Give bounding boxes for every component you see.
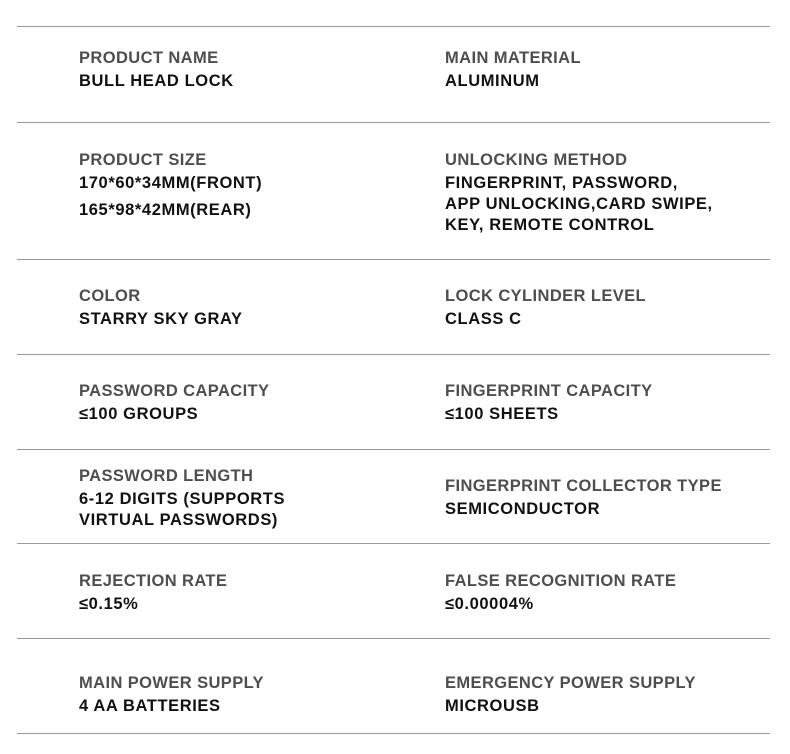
spec-label: MAIN POWER SUPPLY — [79, 674, 264, 692]
spec-label: PASSWORD LENGTH — [79, 467, 254, 485]
spec-product-name — [79, 48, 234, 92]
spec-password-capacity — [79, 381, 269, 425]
divider — [17, 543, 770, 544]
divider — [17, 638, 770, 639]
spec-value: ≤0.15% — [79, 595, 139, 613]
spec-emergency-power-supply — [445, 673, 696, 717]
spec-value: SEMICONDUCTOR — [445, 500, 601, 518]
spec-password-length — [79, 466, 285, 531]
spec-main-power-supply — [79, 673, 264, 717]
spec-label: FINGERPRINT COLLECTOR TYPE — [445, 477, 722, 495]
spec-value: BULL HEAD LOCK — [79, 72, 234, 90]
spec-product-size — [79, 150, 262, 221]
divider — [17, 733, 770, 734]
spec-value: MICROUSB — [445, 697, 540, 715]
spec-label: FINGERPRINT CAPACITY — [445, 382, 653, 400]
spec-value: 170*60*34MM(FRONT) — [79, 174, 263, 192]
spec-label: REJECTION RATE — [79, 572, 228, 590]
spec-value: KEY, REMOTE CONTROL — [445, 216, 655, 234]
spec-label: PASSWORD CAPACITY — [79, 382, 270, 400]
spec-value: 4 AA BATTERIES — [79, 697, 221, 715]
spec-value: FINGERPRINT, PASSWORD, — [445, 174, 678, 192]
spec-value: 165*98*42MM(REAR) — [79, 201, 252, 219]
spec-fingerprint-collector-type — [445, 476, 722, 520]
divider — [17, 259, 770, 260]
spec-label: EMERGENCY POWER SUPPLY — [445, 674, 696, 692]
spec-unlocking-method — [445, 150, 713, 236]
spec-value: 6-12 DIGITS (SUPPORTS — [79, 490, 286, 508]
spec-value: ≤100 GROUPS — [79, 405, 199, 423]
spec-value: VIRTUAL PASSWORDS) — [79, 511, 279, 529]
spec-main-material — [445, 48, 581, 92]
spec-lock-cylinder-level — [445, 286, 646, 330]
spec-value: STARRY SKY GRAY — [79, 310, 243, 328]
spec-false-recognition-rate — [445, 571, 676, 615]
divider — [17, 26, 770, 27]
spec-color — [79, 286, 243, 330]
spec-value: ≤0.00004% — [445, 595, 534, 613]
spec-label: FALSE RECOGNITION RATE — [445, 572, 677, 590]
spec-fingerprint-capacity — [445, 381, 653, 425]
spec-label: PRODUCT SIZE — [79, 151, 207, 169]
divider — [17, 354, 770, 355]
spec-value: CLASS C — [445, 310, 522, 328]
spec-label: MAIN MATERIAL — [445, 49, 581, 67]
divider — [17, 122, 770, 123]
spec-value: ≤100 SHEETS — [445, 405, 559, 423]
spec-label: LOCK CYLINDER LEVEL — [445, 287, 647, 305]
spec-label: PRODUCT NAME — [79, 49, 219, 67]
spec-value: APP UNLOCKING,CARD SWIPE, — [445, 195, 713, 213]
spec-label: UNLOCKING METHOD — [445, 151, 628, 169]
spec-value: ALUMINUM — [445, 72, 540, 90]
spec-rejection-rate — [79, 571, 227, 615]
divider — [17, 449, 770, 450]
spec-label: COLOR — [79, 287, 141, 305]
